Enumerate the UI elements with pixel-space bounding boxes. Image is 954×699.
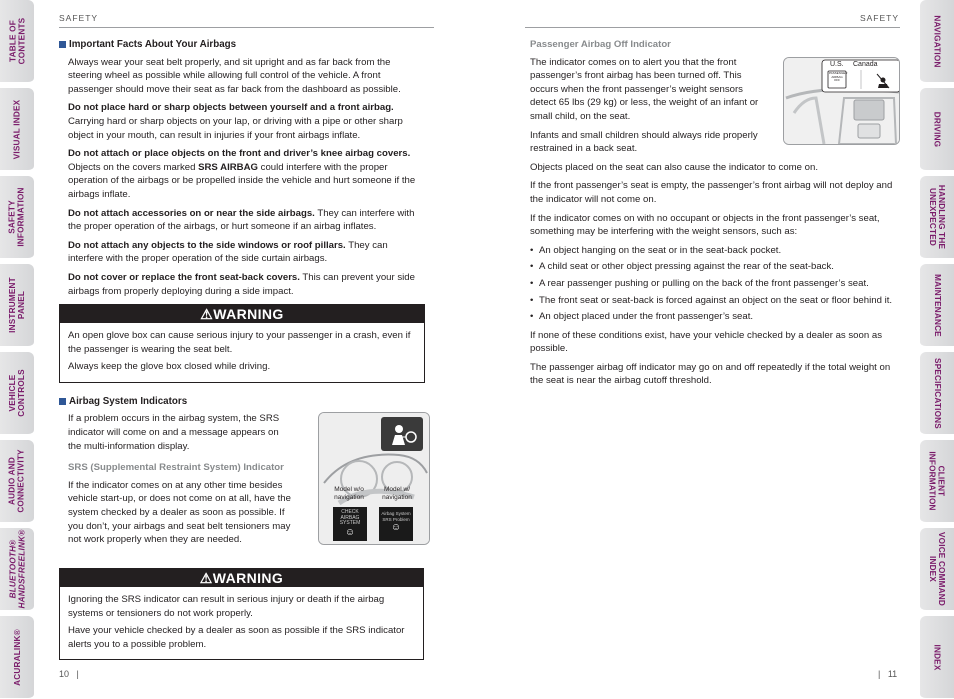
right-page-number: | 11 (878, 669, 898, 679)
us-label: U.S. (830, 61, 844, 68)
passenger-airbag-off-subheading: Passenger Airbag Off Indicator (530, 39, 671, 50)
airbag-indicators-body (59, 412, 294, 546)
paragraph: If none of these conditions exist, have your vehicle checked by a dealer as soon as possible. (530, 329, 882, 355)
tab-vehicle-controls[interactable]: VEHICLE CONTROLS (0, 352, 34, 436)
left-page-number: 10 | (59, 669, 79, 679)
left-page-header: SAFETY (59, 13, 99, 23)
right-section-tabs (920, 0, 954, 699)
srs-indicator-subheading: SRS (Supplemental Restraint System) Indicator (68, 462, 284, 474)
passenger-airbag-off-figure (783, 57, 900, 145)
list-item: • A child seat or other object pressing against the rear of the seat-back. (530, 260, 896, 274)
right-header-rule (525, 27, 900, 28)
heading-square-icon (59, 41, 66, 48)
tab-acuralink[interactable]: ACURALINK® (0, 616, 34, 699)
tab-table-of-contents[interactable]: TABLE OF CONTENTS (0, 0, 34, 84)
warning-text: Have your vehicle checked by a dealer as soon as possible if the SRS indicator alerts you to a possible problem. (68, 625, 405, 650)
paragraph: Do not attach accessories on or near the side airbags. They can interfere with the proper operation of the airbags, or hurt someone if an airbag inflates. (68, 207, 415, 233)
interference-list (530, 244, 896, 324)
tab-visual-index[interactable]: VISUAL INDEX (0, 88, 34, 172)
paragraph: Do not attach any objects to the side windows or roof pillars. They can interfere with the proper operation of the side curtain airbags. (68, 239, 388, 265)
left-section-tabs (0, 0, 34, 699)
tab-bluetooth-handsfreelink[interactable]: BLUETOOTH® HANDSFREELINK® (0, 528, 34, 612)
warning-text: An open glove box can cause serious injury to your passenger in a crash, even if the passenger is wearing the seat belt. (68, 330, 411, 355)
srs-warning-box (59, 568, 424, 660)
warning-triangle-icon: ⚠ (199, 570, 213, 586)
left-header-rule (59, 27, 434, 28)
paragraph: Do not place hard or sharp objects between yourself and a front airbag. Carrying hard or sharp objects on your lap, or driving with a pipe or other sharp object in your mouth, can result in injuries if your front airbags inflate. (68, 102, 403, 141)
srs-indicator-figure (318, 412, 430, 545)
list-item: • A rear passenger pushing or pulling on the back of the front passenger’s seat. (530, 277, 896, 291)
paragraph: If the indicator comes on at any other time besides vehicle start-up, or does not come on at all, have the system checked by a dealer as soon as possible. If you don’t, your airbags and seat belt tensioners may not work properly when they are needed. (68, 479, 291, 546)
mid-screen-with-nav: Airbag System SRS Problem ☺ (379, 507, 413, 541)
tab-voice-command-index[interactable]: VOICE COMMAND INDEX (920, 528, 954, 612)
paragraph: Do not cover or replace the front seat-back covers. This can prevent your side airbags from properly deploying during a side impact. (68, 271, 415, 297)
tab-audio-and-connectivity[interactable]: AUDIO AND CONNECTIVITY (0, 440, 34, 524)
heading-square-icon (59, 398, 66, 405)
warning-triangle-icon: ⚠ (200, 306, 214, 323)
paragraph: Infants and small children should always ride properly restrained in a back seat. (530, 129, 758, 155)
warning-text: Always keep the glove box closed while driving. (68, 361, 271, 373)
model-without-nav-label: Model w/o navigation (334, 486, 364, 501)
mid-screen-without-nav: CHECK AIRBAG SYSTEM ☺ (333, 507, 367, 541)
srs-airbag-icon: ☺ (390, 522, 402, 533)
tab-specifications[interactable]: SPECIFICATIONS (920, 352, 954, 436)
canada-label: Canada (853, 61, 878, 68)
airbag-facts-body (59, 56, 425, 299)
glove-box-warning-box (59, 304, 425, 383)
paragraph: The indicator comes on to alert you that the front passenger’s front airbag has been turned off. This occurs when the front passenger’s weight sensors detect 65 lbs (29 kg) or less, the weight of an infant or small child, on the seat. (530, 56, 759, 122)
tab-client-information[interactable]: CLIENT INFORMATION (920, 440, 954, 524)
airbag-indicators-heading: Airbag System Indicators (59, 395, 425, 409)
warning-header: ⚠WARNING (60, 305, 424, 323)
paragraph: Do not attach or place objects on the front and driver’s knee airbag covers. Objects on the covers marked SRS AIRBAG could interfere with the proper operation of the airbags or be propelled inside the vehicle and hurt someone if the airbags inflate. (68, 148, 416, 200)
paragraph: Always wear your seat belt properly, and sit upright and as far back from the steering wheel as possible while allowing full control of the vehicle. A front passenger should move their seat as far back from the dashboard as possible. (68, 56, 401, 95)
model-with-nav-label: Model w/ navigation (382, 486, 412, 501)
list-item: • An object placed under the front passenger’s seat. (530, 310, 896, 324)
tab-index[interactable]: INDEX (920, 616, 954, 699)
list-item: • An object hanging on the seat or in the seat-back pocket. (530, 244, 896, 258)
tab-handling-the-unexpected[interactable]: HANDLING THE UNEXPECTED (920, 176, 954, 260)
tab-maintenance[interactable]: MAINTENANCE (920, 264, 954, 348)
tab-instrument-panel[interactable]: INSTRUMENT PANEL (0, 264, 34, 348)
list-item: • The front seat or seat-back is forced against an object on the seat or floor behind it. (530, 294, 896, 308)
paragraph: If the front passenger’s seat is empty, the passenger’s front airbag will not deploy and the indicator will not come on. (530, 180, 893, 205)
warning-header: ⚠WARNING (60, 569, 423, 587)
airbag-facts-heading: Important Facts About Your Airbags (59, 38, 425, 52)
tab-driving[interactable]: DRIVING (920, 88, 954, 172)
warning-text: Ignoring the SRS indicator can result in serious injury or death if the airbag systems or tensioners do not work properly. (68, 594, 385, 619)
passenger-airbag-off-us-icon: PASSENGER AIRBAG OFF (829, 71, 848, 82)
paragraph: Objects placed on the seat can also cause the indicator to come on. (530, 161, 818, 173)
srs-airbag-icon: ☺ (344, 526, 356, 538)
tab-safety-information[interactable]: SAFETY INFORMATION (0, 176, 34, 260)
paragraph: If a problem occurs in the airbag system, the SRS indicator will come on and a message appears on the multi-information display. (68, 413, 280, 452)
right-page-header: SAFETY (859, 13, 899, 23)
paragraph: The passenger airbag off indicator may go on and off repeatedly if the total weight on the seat is near the airbag cutoff threshold. (530, 361, 891, 387)
tab-navigation[interactable]: NAVIGATION (920, 0, 954, 84)
srs-occupant-icon (395, 425, 403, 433)
paragraph: If the indicator comes on with no occupant or objects in the front passenger’s seat, something may be interfering with the weight sensors, such as: (530, 212, 880, 238)
